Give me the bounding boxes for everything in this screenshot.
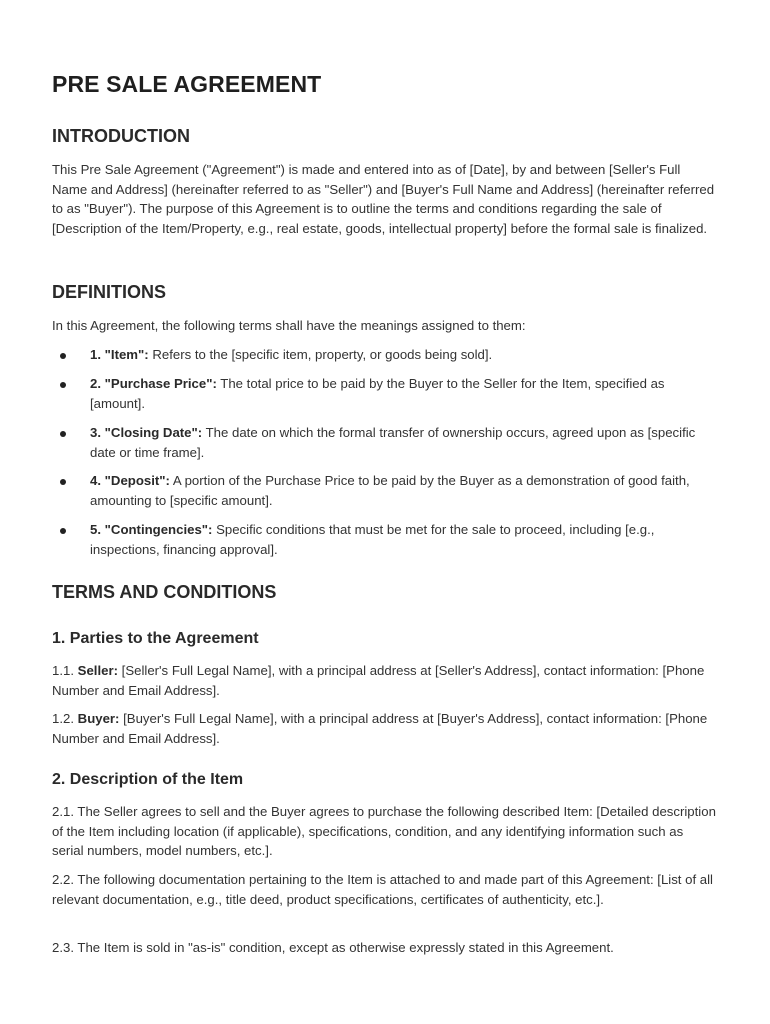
section-2-2-paragraph: 2.2. The following documentation pertaining to the Item is attached to and made part of this Agreement: [List of all relevant documentation, e.g., title deed, product specifications, certificates of authenticity, etc.].	[52, 872, 713, 907]
document-title: PRE SALE AGREEMENT	[52, 71, 322, 97]
definition-text	[90, 520, 722, 559]
section-1-2-paragraph	[52, 709, 718, 748]
introduction-heading: INTRODUCTION	[52, 126, 190, 146]
section-2-3-paragraph: 2.3. The Item is sold in "as-is" condition, except as otherwise expressly stated in this Agreement.	[52, 940, 614, 955]
section-2-1-paragraph: 2.1. The Seller agrees to sell and the Buyer agrees to purchase the following described Item: [Detailed description of the Item including location (if applicable), specifications, condition, and any identifying information such as serial numbers, model numbers, etc.].	[52, 804, 716, 858]
clause-number: 1.1.	[52, 663, 78, 678]
clause-text: [Seller's Full Legal Name], with a principal address at [Seller's Address], contact information: [Phone Number and Email Address].	[52, 663, 705, 698]
section-1-heading: 1. Parties to the Agreement	[52, 630, 259, 647]
definition-description: The date on which the formal transfer of ownership occurs, agreed upon as [specific date or time frame].	[90, 425, 696, 460]
clause-number: 1.2.	[52, 711, 78, 726]
clause-label: Seller:	[77, 663, 118, 678]
definition-description: The total price to be paid by the Buyer to the Seller for the Item, specified as [amount].	[90, 376, 665, 411]
introduction-paragraph: This Pre Sale Agreement ("Agreement") is made and entered into as of [Date], by and between [Seller's Full Name and Address] (hereinafter referred to as "Seller") and [Buyer's Full Name and Address] (hereinafter referred to as "Buyer"). The purpose of this Agreement is to outline the terms and conditions regarding the sale of [Description of the Item/Property, e.g., real estate, goods, intellectual property] before the formal sale is finalized.	[52, 162, 715, 236]
bullet-icon	[60, 382, 66, 388]
clause-text: [Buyer's Full Legal Name], with a principal address at [Buyer's Address], contact information: [Phone Number and Email Address].	[52, 711, 708, 746]
definition-description: A portion of the Purchase Price to be paid by the Buyer as a demonstration of good faith, amounting to [specific amount].	[90, 473, 690, 508]
definition-text	[90, 471, 722, 510]
definition-text	[90, 423, 722, 462]
bullet-icon	[60, 353, 66, 359]
definition-term: 3. "Closing Date":	[90, 425, 203, 440]
bullet-icon	[60, 431, 66, 437]
section-2-heading: 2. Description of the Item	[52, 771, 244, 788]
section-1-1-paragraph	[52, 661, 718, 700]
definition-description: Specific conditions that must be met for the sale to proceed, including [e.g., inspections, financing approval].	[90, 522, 655, 557]
definitions-heading: DEFINITIONS	[52, 282, 167, 302]
definition-term: 1. "Item":	[90, 347, 149, 362]
definition-description: Refers to the [specific item, property, or goods being sold].	[148, 347, 493, 362]
definition-term: 2. "Purchase Price":	[90, 376, 217, 391]
bullet-icon	[60, 479, 66, 485]
bullet-icon	[60, 528, 66, 534]
definition-text	[90, 374, 722, 413]
definition-term: 4. "Deposit":	[90, 473, 170, 488]
definition-text	[90, 345, 722, 365]
clause-label: Buyer:	[77, 711, 120, 726]
definitions-intro: In this Agreement, the following terms shall have the meanings assigned to them:	[52, 318, 526, 333]
definition-term: 5. "Contingencies":	[90, 522, 213, 537]
terms-heading: TERMS AND CONDITIONS	[52, 582, 277, 602]
